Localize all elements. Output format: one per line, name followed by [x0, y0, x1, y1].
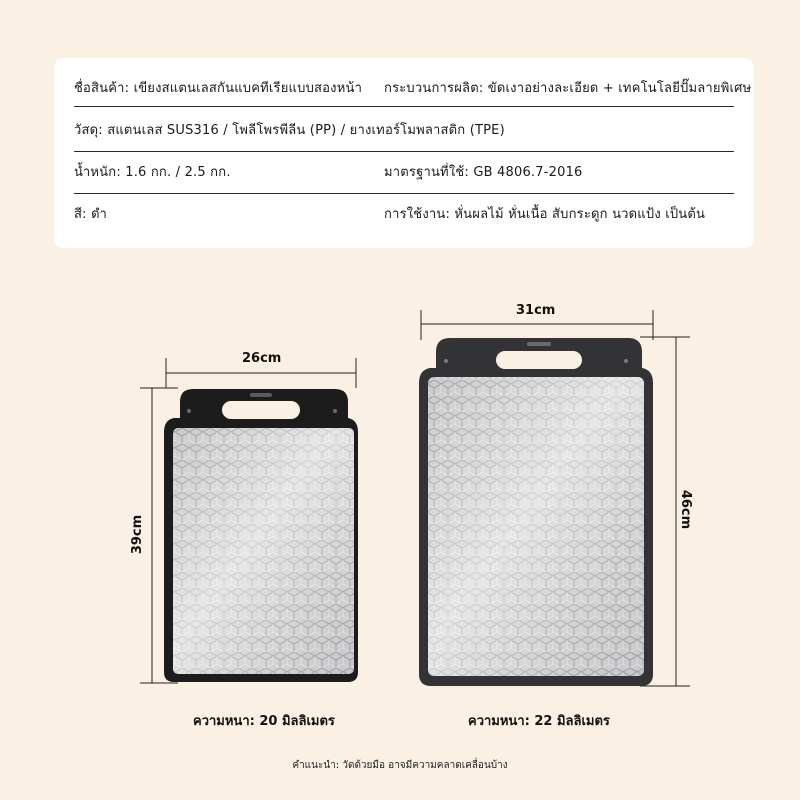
weight-value: 1.6 กก. / 2.5 กก. — [125, 165, 231, 180]
large-handle-hole — [496, 351, 582, 369]
color-value: ดำ — [91, 207, 108, 222]
usage-label: การใช้งาน: — [384, 207, 451, 222]
large-width-label: 31cm — [516, 303, 556, 318]
large-thickness-label: ความหนา: 22 มิลลิเมตร — [468, 714, 610, 729]
small-width-label: 26cm — [242, 351, 282, 366]
small-height-label: 39cm — [130, 514, 146, 555]
large-height-label: 46cm — [678, 489, 694, 530]
color-label: สี: — [74, 207, 87, 222]
large-cutting-board — [419, 338, 653, 686]
process-label: กระบวนการผลิต: — [384, 81, 484, 96]
weight-label: น้ำหนัก: — [74, 165, 121, 180]
standard-value: GB 4806.7-2016 — [473, 165, 583, 180]
product-label: ชื่อสินค้า: — [74, 81, 130, 96]
usage-value: หั่นผลไม้ หั่นเนื้อ สับกระดูก นวดแป้ง เป็นต้น — [454, 207, 706, 222]
product-value: เขียงสแตนเลสกันแบคทีเรียแบบสองหน้า — [133, 81, 363, 96]
measurement-note: คำแนะนำ: วัดด้วยมือ อาจมีความคลาดเคลื่อนบ้าง — [292, 760, 508, 771]
material-label: วัสดุ: — [74, 123, 103, 138]
small-cutting-board — [164, 389, 358, 682]
standard-label: มาตรฐานที่ใช้: — [384, 165, 469, 180]
material-value: สแตนเลส SUS316 / โพลีโพรพีลีน (PP) / ยางเทอร์โมพลาสติก (TPE) — [107, 123, 505, 138]
process-value: ขัดเงาอย่างละเอียด + เทคโนโลยีปั๊มลายพิเศษ — [487, 81, 752, 96]
small-handle-hole — [222, 401, 300, 419]
small-thickness-label: ความหนา: 20 มิลลิเมตร — [193, 714, 335, 729]
